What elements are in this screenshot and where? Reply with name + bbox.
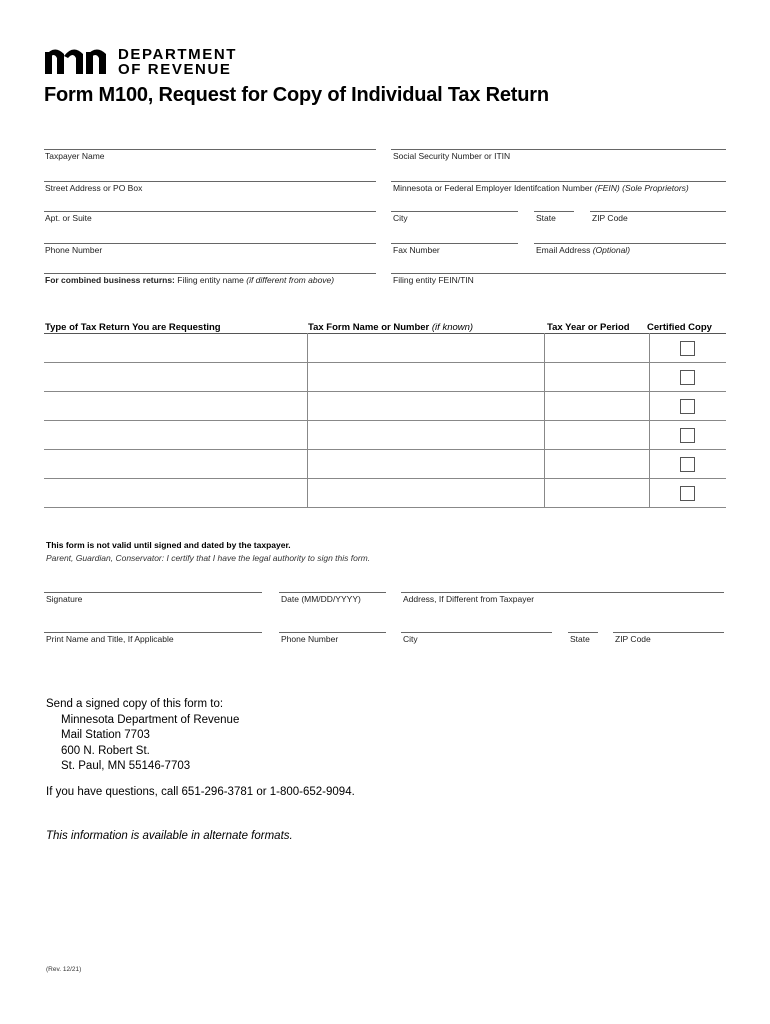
- phone-label: Phone Number: [45, 245, 103, 255]
- form-name-cell[interactable]: [307, 334, 544, 363]
- filing-entity-fein-field[interactable]: [391, 273, 726, 274]
- filing-entity-name-field[interactable]: [44, 273, 376, 274]
- tax-year-cell[interactable]: [544, 392, 649, 421]
- revision-date: (Rev. 12/21): [46, 966, 82, 973]
- signer-zip-label: ZIP Code: [615, 634, 651, 644]
- certified-copy-cell: [649, 421, 726, 450]
- phone-field[interactable]: [44, 243, 376, 244]
- ssn-itin-field[interactable]: [391, 149, 726, 150]
- questions-contact: If you have questions, call 651-296-3781 or 1-800-652-9094.: [46, 786, 355, 798]
- certified-copy-checkbox[interactable]: [680, 486, 695, 501]
- date-field[interactable]: [279, 592, 386, 593]
- email-label: Email Address (Optional): [536, 245, 631, 255]
- zip-label: ZIP Code: [592, 213, 628, 223]
- signer-city-label: City: [403, 634, 418, 644]
- table-row: [44, 334, 726, 363]
- date-label: Date (MM/DD/YYYY): [281, 594, 361, 604]
- signature-label: Signature: [46, 594, 83, 604]
- col-header-certified-copy: Certified Copy: [647, 322, 712, 333]
- return-type-cell[interactable]: [44, 334, 307, 363]
- fein-label: Minnesota or Federal Employer Identifcation Number (FEIN) (Sole Proprietors): [393, 183, 689, 193]
- certified-copy-cell: [649, 450, 726, 479]
- table-row: [44, 450, 726, 479]
- certified-copy-checkbox[interactable]: [680, 341, 695, 356]
- tax-year-cell[interactable]: [544, 479, 649, 508]
- mailing-address-line: St. Paul, MN 55146-7703: [61, 760, 191, 772]
- filing-entity-fein-label: Filing entity FEIN/TIN: [393, 275, 474, 285]
- mailing-address-line: Minnesota Department of Revenue: [61, 713, 240, 726]
- zip-field[interactable]: [590, 211, 726, 212]
- filing-entity-name-label: For combined business returns: Filing entity name (if different from above): [45, 275, 335, 285]
- return-type-cell[interactable]: [44, 421, 307, 450]
- apt-suite-label: Apt. or Suite: [45, 213, 92, 223]
- certified-copy-cell: [649, 334, 726, 363]
- authority-certification: Parent, Guardian, Conservator: I certify that I have the legal authority to sign this form.: [46, 553, 371, 563]
- signer-phone-field[interactable]: [279, 632, 386, 633]
- alt-address-field[interactable]: [401, 592, 724, 593]
- form-name-cell[interactable]: [307, 450, 544, 479]
- request-table: [44, 333, 726, 508]
- return-type-cell[interactable]: [44, 479, 307, 508]
- apt-suite-field[interactable]: [44, 211, 376, 212]
- certified-copy-checkbox[interactable]: [680, 370, 695, 385]
- return-type-cell[interactable]: [44, 450, 307, 479]
- certified-copy-cell: [649, 363, 726, 392]
- logo-text-of-revenue: OF REVENUE: [118, 61, 232, 78]
- table-row: [44, 392, 726, 421]
- certified-copy-checkbox[interactable]: [680, 428, 695, 443]
- form-name-cell[interactable]: [307, 363, 544, 392]
- tax-year-cell[interactable]: [544, 363, 649, 392]
- tax-year-cell[interactable]: [544, 334, 649, 363]
- col-header-return-type: Type of Tax Return You are Requesting: [45, 322, 221, 333]
- taxpayer-name-field[interactable]: [44, 149, 376, 150]
- certified-copy-cell: [649, 392, 726, 421]
- return-type-cell[interactable]: [44, 392, 307, 421]
- mailing-instructions: [46, 697, 239, 775]
- signer-state-label: State: [570, 634, 590, 644]
- ssn-itin-label: Social Security Number or ITIN: [393, 151, 511, 161]
- tax-year-cell[interactable]: [544, 421, 649, 450]
- return-type-cell[interactable]: [44, 363, 307, 392]
- fax-label: Fax Number: [393, 245, 440, 255]
- signer-phone-label: Phone Number: [281, 634, 339, 644]
- certified-copy-checkbox[interactable]: [680, 399, 695, 414]
- mn-logo-icon: [44, 46, 110, 76]
- form-name-cell[interactable]: [307, 421, 544, 450]
- signature-field[interactable]: [44, 592, 262, 593]
- validity-notice: This form is not valid until signed and dated by the taxpayer.: [46, 540, 291, 550]
- form-name-cell[interactable]: [307, 479, 544, 508]
- mailing-address-line: 600 N. Robert St.: [61, 744, 150, 757]
- table-row: [44, 363, 726, 392]
- tax-year-cell[interactable]: [544, 450, 649, 479]
- street-address-label: Street Address or PO Box: [45, 183, 143, 193]
- table-row: [44, 479, 726, 508]
- fax-field[interactable]: [391, 243, 518, 244]
- col-header-tax-year: Tax Year or Period: [547, 322, 630, 333]
- signer-state-field[interactable]: [568, 632, 598, 633]
- state-label: State: [536, 213, 556, 223]
- print-name-field[interactable]: [44, 632, 262, 633]
- taxpayer-name-label: Taxpayer Name: [45, 151, 105, 161]
- city-label: City: [393, 213, 408, 223]
- city-field[interactable]: [391, 211, 518, 212]
- col-header-form-name: Tax Form Name or Number (if known): [308, 322, 474, 333]
- department-logo: [44, 46, 244, 78]
- alt-address-label: Address, If Different from Taxpayer: [403, 594, 535, 604]
- alternate-formats-note: This information is available in alternate formats.: [46, 830, 293, 842]
- signer-city-field[interactable]: [401, 632, 552, 633]
- logo-text-department: DEPARTMENT: [118, 46, 238, 63]
- certified-copy-checkbox[interactable]: [680, 457, 695, 472]
- mailing-address-line: Mail Station 7703: [61, 729, 150, 741]
- form-title: Form M100, Request for Copy of Individual Tax Return: [44, 84, 549, 106]
- table-row: [44, 421, 726, 450]
- print-name-label: Print Name and Title, If Applicable: [46, 634, 174, 644]
- state-field[interactable]: [534, 211, 574, 212]
- certified-copy-cell: [649, 479, 726, 508]
- form-name-cell[interactable]: [307, 392, 544, 421]
- street-address-field[interactable]: [44, 181, 376, 182]
- signer-zip-field[interactable]: [613, 632, 724, 633]
- fein-field[interactable]: [391, 181, 726, 182]
- email-field[interactable]: [534, 243, 726, 244]
- mailing-intro: Send a signed copy of this form to:: [46, 698, 224, 710]
